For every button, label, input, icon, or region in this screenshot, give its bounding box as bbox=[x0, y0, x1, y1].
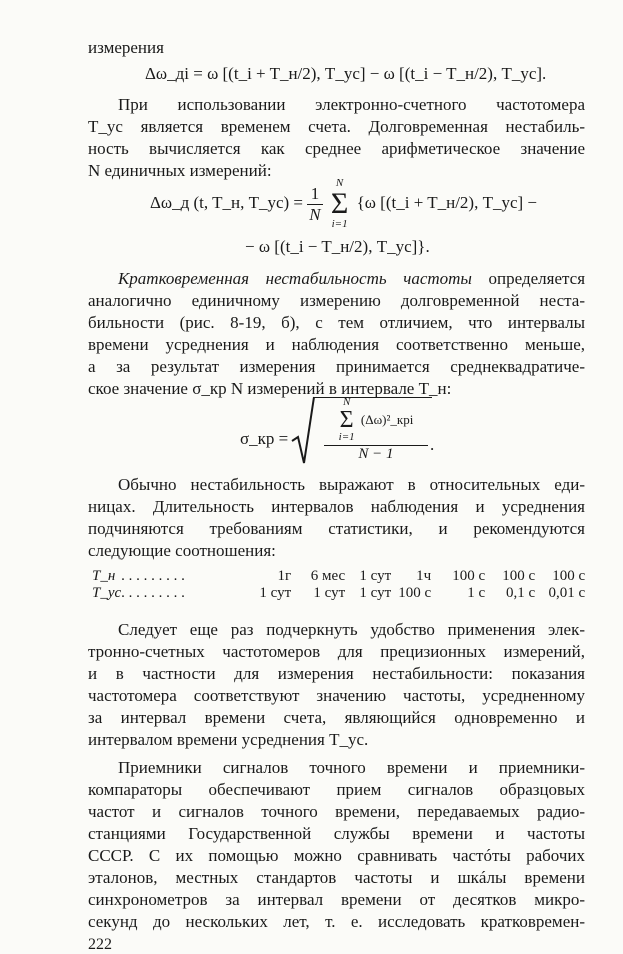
text-line: Следует еще раз подчеркнуть удобство применения элек- bbox=[118, 620, 585, 639]
formula-long-term-average bbox=[150, 178, 537, 230]
text-line: и в частности для измерения нестабильности: показания bbox=[88, 664, 585, 683]
page-number: 222 bbox=[88, 936, 112, 953]
fraction bbox=[324, 397, 428, 463]
table-row-label: T_ус bbox=[92, 585, 122, 601]
fraction bbox=[307, 184, 322, 225]
text-line: станциями Государственной службы времени и частоты bbox=[88, 824, 585, 843]
table-cell: 1 сут bbox=[313, 585, 346, 601]
formula-continuation: − ω [(t_i − T_н/2), T_ус]}. bbox=[245, 237, 430, 256]
table-cell: 100 с bbox=[552, 568, 586, 584]
text-line: аналогично единичному измерению долговременной неста- bbox=[88, 291, 585, 310]
text-line: ницах. Длительность интервалов наблюдения и усреднения bbox=[88, 497, 585, 516]
text-line: N единичных измерений: bbox=[88, 161, 272, 180]
text-line bbox=[88, 269, 585, 289]
text-line: времени усреднения и наблюдения соответственно меньше, bbox=[88, 335, 585, 354]
text-line: T_ус является временем счета. Долговременная нестабиль- bbox=[88, 117, 585, 136]
text-line: интервалом времени усреднения T_ус. bbox=[88, 730, 369, 749]
formula-long-term-single: Δω_дi = ω [(t_i + T_н/2), T_ус] − ω [(t_i − T_н/2), T_ус]. bbox=[145, 64, 547, 83]
formula-lhs: Δω_д (t, T_н, T_ус) = bbox=[150, 192, 304, 212]
sum-term: (Δω)²_крi bbox=[360, 412, 414, 427]
table-dots: . . . . . . . . . bbox=[121, 585, 185, 601]
table-cell: 1 сут bbox=[359, 568, 392, 584]
text-line: подчиняются требованиям статистики, и рекомендуются bbox=[88, 519, 585, 538]
radical-sign bbox=[290, 395, 316, 467]
sum-symbol: Σ bbox=[330, 187, 349, 220]
table-cell: 1 сут bbox=[259, 585, 292, 601]
sum-symbol: Σ bbox=[339, 407, 354, 433]
text-line: следующие соотношения: bbox=[88, 541, 276, 560]
table-row bbox=[92, 568, 585, 585]
text-line: При использовании электронно-счетного частотомера bbox=[118, 95, 585, 114]
text-line: частотомера соответствуют значению частоты, усредненному bbox=[88, 686, 585, 705]
text-line: компараторы обеспечивают прием сигналов образцовых bbox=[88, 780, 585, 799]
fraction-denominator: N − 1 bbox=[358, 446, 394, 462]
text-line: ность вычисляется как среднее арифметическое значение bbox=[88, 139, 585, 158]
text-line: а за результат измерения принимается среднеквадратиче- bbox=[88, 357, 585, 376]
text-line: Обычно нестабильность выражают в относительных еди- bbox=[118, 475, 585, 494]
sum-upper-limit: N bbox=[342, 396, 351, 408]
text-line: измерения bbox=[88, 38, 164, 57]
text-line: СССР. С их помощью можно сравнивать частóты рабочих bbox=[88, 846, 585, 865]
table-cell: 1г bbox=[277, 568, 292, 584]
fraction-numerator: 1 bbox=[307, 184, 322, 205]
text-line: эталонов, местных стандартов частоты и шкáлы времени bbox=[88, 868, 585, 887]
text-line: ское значение σ_кр N измерений в интервале T_н: bbox=[88, 379, 452, 398]
table-row bbox=[92, 585, 585, 602]
text-line: бильности (рис. 8-19, б), с тем отличием, что интервалы bbox=[88, 313, 585, 332]
text-line: частот и сигналов точного времени, передаваемых радио- bbox=[88, 802, 585, 821]
sum-upper-limit: N bbox=[335, 177, 344, 189]
italic-term: Кратковременная нестабильность частоты bbox=[118, 269, 472, 288]
formula-tail: . bbox=[430, 435, 435, 454]
fraction-denominator: N bbox=[309, 204, 321, 224]
table-cell: 100 с bbox=[502, 568, 536, 584]
interval-table bbox=[92, 568, 585, 602]
fraction-numerator bbox=[324, 397, 428, 446]
summation bbox=[331, 178, 348, 230]
table-cell: 100 с bbox=[452, 568, 486, 584]
table-cell: 0,1 с bbox=[506, 585, 536, 601]
sum-lower-limit: i=1 bbox=[331, 218, 348, 230]
text-line: за интервал времени счета, являющийся одновременно и bbox=[88, 708, 585, 727]
table-cell: 0,01 с bbox=[548, 585, 586, 601]
sum-lower-limit: i=1 bbox=[338, 431, 355, 443]
table-dots: . . . . . . . . . bbox=[121, 568, 185, 584]
table-cell: 1ч bbox=[416, 568, 432, 584]
summation bbox=[339, 397, 355, 443]
table-cell: 1 с bbox=[467, 585, 486, 601]
formula-lhs: σ_кр = bbox=[240, 429, 289, 448]
text-line: тронно-счетных частотомеров для прецизионных измерений, bbox=[88, 642, 585, 661]
table-cell: 1 сут bbox=[359, 585, 392, 601]
text-line: Приемники сигналов точного времени и приемники- bbox=[118, 758, 585, 777]
text-line: синхронометров за интервал времени от десятков микро- bbox=[88, 890, 585, 909]
table-row-label: T_н bbox=[92, 568, 116, 584]
table-cell: 6 мес bbox=[310, 568, 346, 584]
text-fragment: определяется bbox=[488, 269, 586, 288]
formula-rhs-a: {ω [(t_i + T_н/2), T_ус] − bbox=[356, 192, 538, 212]
text-line: секунд до нескольких лет, т. е. исследовать кратковремен- bbox=[88, 912, 585, 931]
table-cell: 100 с bbox=[398, 585, 432, 601]
